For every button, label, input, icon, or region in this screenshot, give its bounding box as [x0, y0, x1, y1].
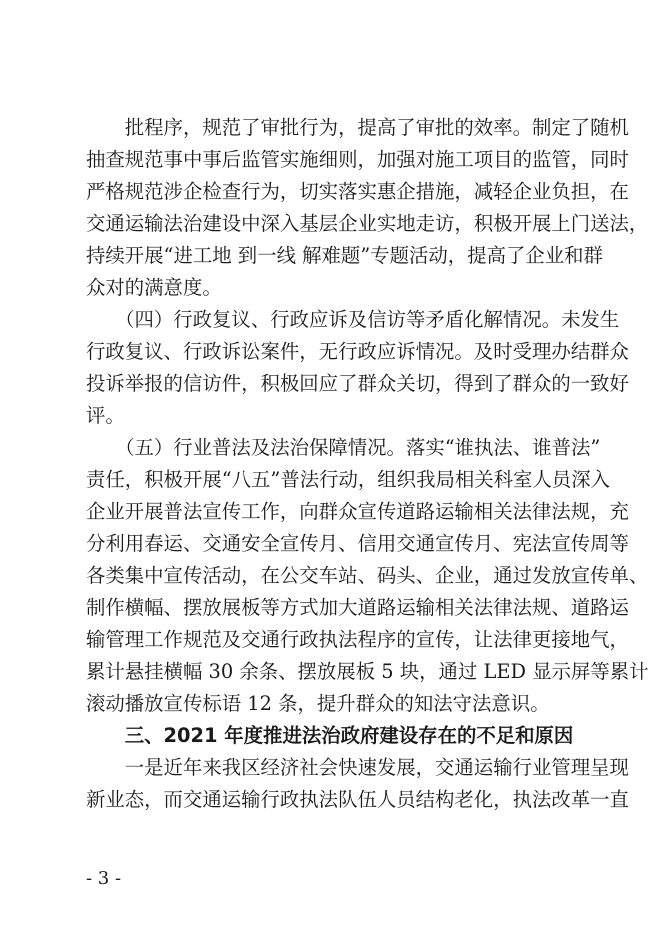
body-line: 严格规范涉企检查行为，切实落实惠企措施，减轻企业负担，在 [86, 180, 629, 203]
body-line: 责任，积极开展“八五”普法行动，组织我局相关科室人员深入 [86, 468, 610, 491]
section-five-title: （五）行业普法及法治保障情况。落实“谁执法、谁普法” [86, 436, 601, 459]
body-line: 抽查规范事中事后监管实施细则，加强对施工项目的监管，同时 [86, 148, 629, 171]
body-line: 一是近年来我区经济社会快速发展，交通运输行业管理呈现 [86, 756, 629, 779]
body-line: 输管理工作规范及交通行政执法程序的宣传，让法律更接地气， [86, 628, 629, 651]
page-number: - 3 - [86, 868, 122, 889]
body-line: 行政复议、行政诉讼案件，无行政应诉情况。及时受理办结群众 [86, 340, 629, 363]
body-line: 新业态，而交通运输行政执法队伍人员结构老化，执法改革一直 [86, 788, 629, 811]
body-line: 交通运输法治建设中深入基层企业实地走访，积极开展上门送法， [86, 212, 649, 235]
body-line: 持续开展“进工地 到一线 解难题”专题活动，提高了企业和群 [86, 244, 603, 267]
section-four-title: （四）行政复议、行政应诉及信访等矛盾化解情况。未发生 [86, 308, 620, 331]
body-line: 分利用春运、交通安全宣传月、信用交通宣传月、宪法宣传周等 [86, 532, 629, 555]
body-line: 企业开展普法宣传工作，向群众宣传道路运输相关法律法规，充 [86, 500, 629, 523]
body-line: 评。 [86, 404, 125, 427]
body-line: 各类集中宣传活动，在公交车站、码头、企业，通过发放宣传单、 [86, 564, 649, 587]
body-line: 制作横幅、摆放展板等方式加大道路运输相关法律法规、道路运 [86, 596, 629, 619]
section-three-heading: 三、2021 年度推进法治政府建设存在的不足和原因 [86, 724, 574, 747]
body-line: 滚动播放宣传标语 12 条，提升群众的知法守法意识。 [86, 692, 550, 715]
body-line: 累计悬挂横幅 30 余条、摆放展板 5 块，通过 LED 显示屏等累计 [86, 660, 649, 683]
body-line: 投诉举报的信访件，积极回应了群众关切，得到了群众的一致好 [86, 372, 629, 395]
body-line: 批程序，规范了审批行为，提高了审批的效率。制定了随机 [86, 116, 629, 139]
body-line: 众对的满意度。 [86, 276, 222, 299]
